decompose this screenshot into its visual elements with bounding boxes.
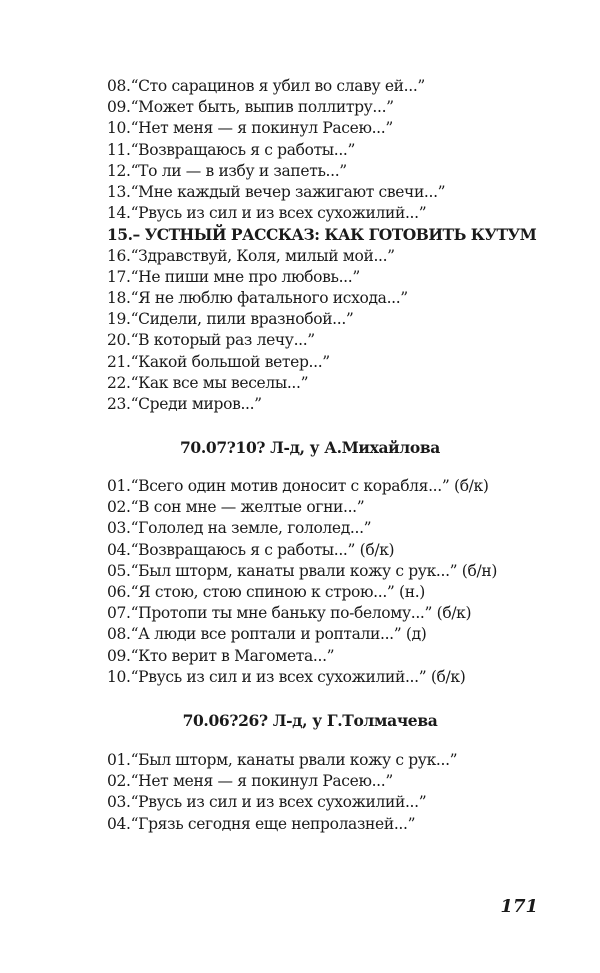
list-item: 10.“Нет меня — я покинул Расею...” (107, 119, 393, 138)
track-list-2 (107, 476, 567, 688)
list-item: 18.“Я не люблю фатального исхода...” (107, 289, 408, 308)
list-item: 10.“Рвусь из сил и из всех сухожилий...” (б/к) (107, 667, 466, 686)
section-heading: 70.07?10? Л-д, у А.Михайлова (180, 438, 440, 457)
page-number: 171 (500, 896, 538, 917)
list-item: 07.“Протопи ты мне баньку по-белому...” (б/к) (107, 604, 472, 623)
list-item: 13.“Мне каждый вечер зажигают свечи...” (107, 183, 446, 202)
list-item: 05.“Был шторм, канаты рвали кожу с рук...” (б/н) (107, 561, 498, 580)
list-item: 21.“Какой большой ветер...” (107, 352, 330, 371)
list-item: 06.“Я стою, стою спиною к строю...” (н.) (107, 583, 425, 602)
list-item: 03.“Гололед на земле, гололед...” (107, 519, 372, 538)
list-item: 23.“Среди миров...” (107, 395, 262, 414)
list-item: 22.“Как все мы веселы...” (107, 373, 309, 392)
list-item: 14.“Рвусь из сил и из всех сухожилий...” (107, 204, 427, 223)
list-item: 08.“А люди все роптали и роптали...” (д) (107, 625, 427, 644)
list-item: 20.“В который раз лечу...” (107, 331, 315, 350)
list-item: 04.“Возвращаюсь я с работы...” (б/к) (107, 540, 395, 559)
list-item: 02.“В сон мне — желтые огни...” (107, 498, 365, 517)
list-item: 09.“Кто верит в Магомета...” (107, 646, 335, 665)
list-item: 19.“Сидели, пили вразнобой...” (107, 310, 354, 329)
list-item: 04.“Грязь сегодня еще непролазней...” (107, 814, 416, 833)
list-item: 01.“Был шторм, канаты рвали кожу с рук...” (107, 751, 458, 769)
track-list-3 (107, 750, 567, 835)
list-item-story: 15.– УСТНЫЙ РАССКАЗ: КАК ГОТОВИТЬ КУТУМ (107, 225, 537, 245)
list-item: 03.“Рвусь из сил и из всех сухожилий...” (107, 793, 427, 812)
list-item: 16.“Здравствуй, Коля, милый мой...” (107, 246, 395, 265)
list-item: 02.“Нет меня — я покинул Расею...” (107, 772, 393, 791)
list-item: 09.“Может быть, выпив поллитру...” (107, 98, 394, 117)
list-item: 08.“Сто сарацинов я убил во славу ей...” (107, 77, 425, 95)
section-heading: 70.06?26? Л-д, у Г.Толмачева (182, 711, 438, 730)
list-item: 11.“Возвращаюсь я с работы...” (107, 140, 356, 159)
list-item: 12.“То ли — в избу и запеть...” (107, 161, 347, 180)
list-item: 01.“Всего один мотив доносит с корабля...” (б/к) (107, 477, 489, 495)
list-item: 17.“Не пиши мне про любовь...” (107, 267, 360, 286)
track-list-1 (107, 76, 567, 415)
